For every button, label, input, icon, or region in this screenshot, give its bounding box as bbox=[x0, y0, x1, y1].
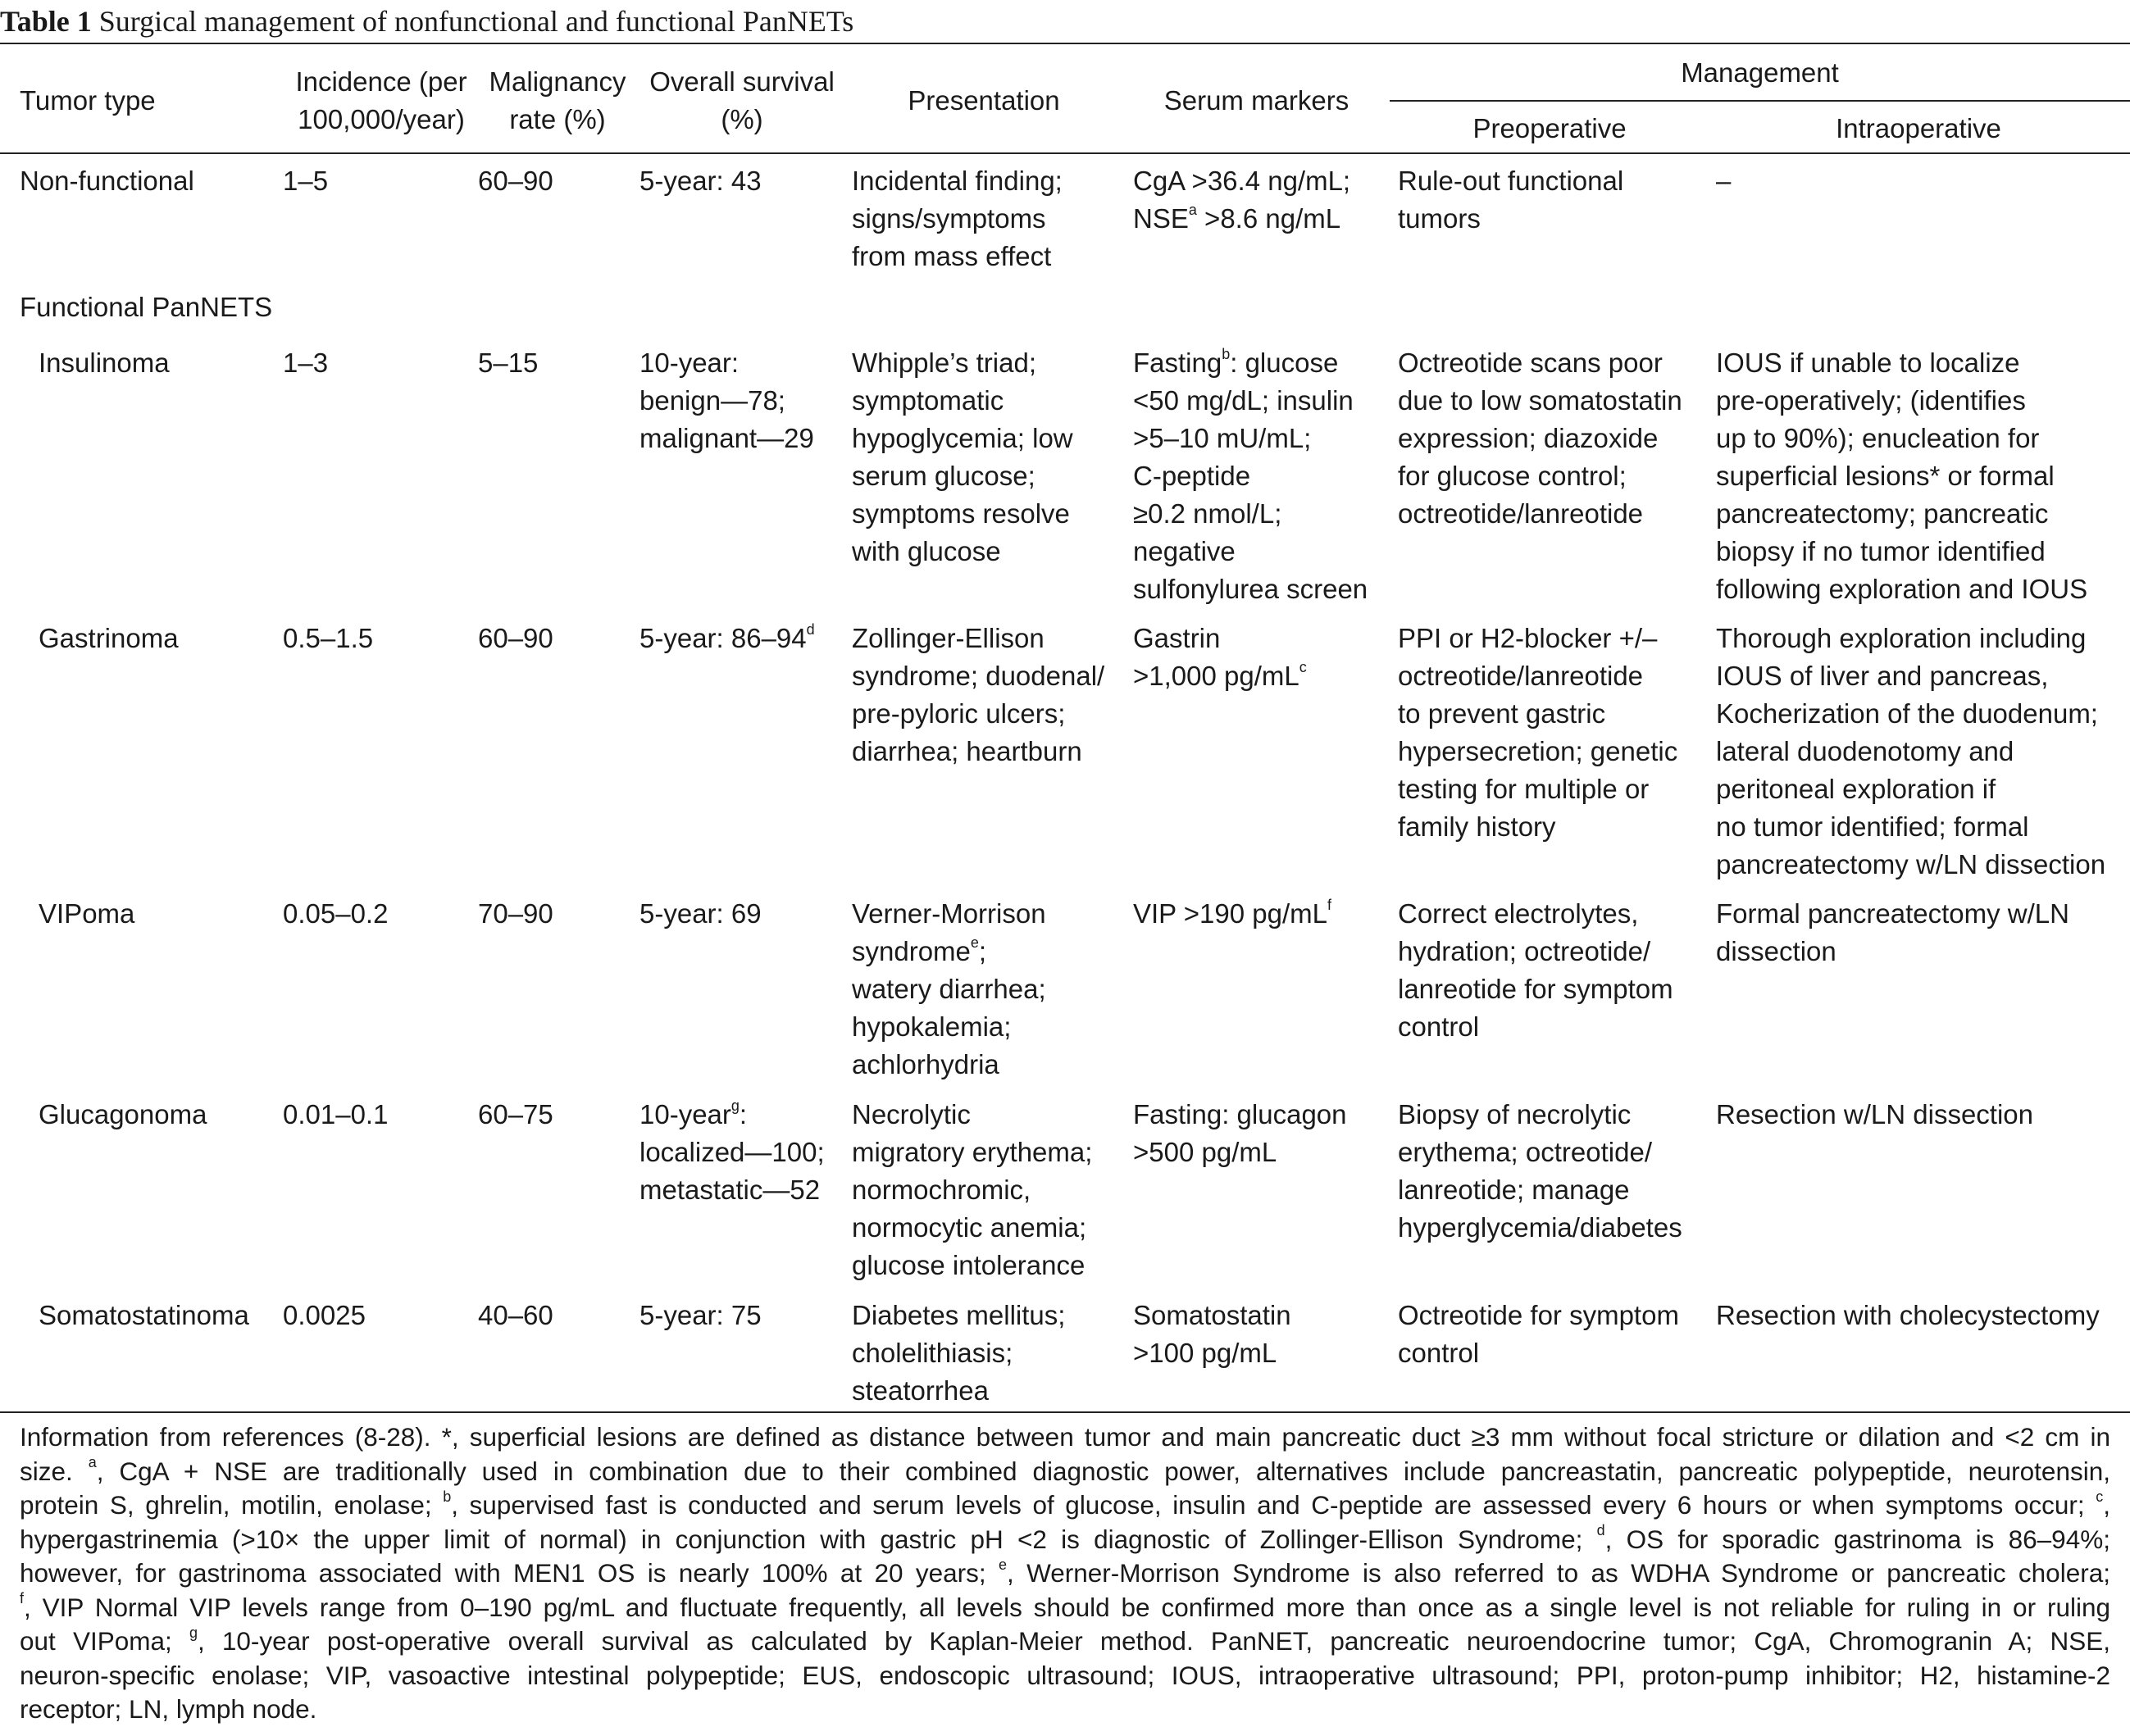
header-presentation: Presentation bbox=[908, 85, 1060, 116]
table-label: Table 1 bbox=[0, 5, 92, 38]
footnote-line: out VIPoma; $^g$, 10-year post-operative overall survival as calculated by Kaplan-Meier method. PanNET, pancreatic neuroendocrine tumor; CgA, Chromogranin A; NSE, bbox=[20, 1624, 2110, 1656]
cell-survival: 5-year: 43 bbox=[639, 166, 762, 196]
footnote-line: $^f$, VIP Normal VIP levels range from 0–190 pg/mL and fluctuate frequently, all levels should be confirmed more than once as a single level is not reliable for ruling in or ruling bbox=[20, 1590, 2110, 1622]
footnote-line: size. $^a$, CgA + NSE are traditionally used in combination due to their combined diagnostic power, alternatives include pancreastatin, pancreatic polypeptide, neurotensin, bbox=[20, 1454, 2110, 1486]
cell-preoperative: Octreotide scans poor due to low somatostatin expression; diazoxide for glucose control; octreotide/lanreotide bbox=[1398, 348, 1682, 529]
cell-malignancy: 60–75 bbox=[478, 1099, 553, 1129]
header-serum-markers: Serum markers bbox=[1163, 85, 1349, 116]
cell-malignancy: 70–90 bbox=[478, 898, 553, 929]
cell-survival: 5-year: 69 bbox=[639, 898, 762, 929]
cell-intraoperative: IOUS if unable to localize pre-operatively; (identifies up to 90%); enucleation for superficial lesions* or formal pancreatectomy; pancreatic biopsy if no tumor identified following exploration and IOUS bbox=[1716, 348, 2088, 604]
cell-preoperative: Octreotide for symptom control bbox=[1398, 1300, 1679, 1368]
group-label: Functional PanNETS bbox=[20, 292, 273, 322]
footnote-line: however, for gastrinoma associated with MEN1 OS is nearly 100% at 20 years; $^e$, Werner-Morrison Syndrome is also referred to as WDHA Syndrome or pancreatic cholera; bbox=[20, 1556, 2110, 1588]
footnote-line: Information from references (8-28). *, superficial lesions are defined as distance between tumor and main pancreatic duct ≥3 mm without focal stricture or dilation and <2 cm in bbox=[20, 1422, 2110, 1452]
cell-intraoperative: Resection with cholecystectomy bbox=[1716, 1300, 2100, 1330]
cell-malignancy: 40–60 bbox=[478, 1300, 553, 1330]
cell-presentation: Diabetes mellitus; cholelithiasis; steatorrhea bbox=[852, 1300, 1066, 1406]
bottom-rule bbox=[0, 1411, 2130, 1413]
footnote-line: receptor; LN, lymph node. bbox=[20, 1694, 317, 1724]
cell-incidence: 0.05–0.2 bbox=[283, 898, 389, 929]
cell-incidence: 0.01–0.1 bbox=[283, 1099, 389, 1129]
cell-serum: Somatostatin >100 pg/mL bbox=[1133, 1300, 1291, 1368]
cell-serum: Gastrin >1,000 $pg/mL^c$ bbox=[1133, 623, 1307, 691]
cell-malignancy: 60–90 bbox=[478, 166, 553, 196]
cell-serum: Fasting: glucagon >500 pg/mL bbox=[1133, 1099, 1347, 1167]
cell-survival: 10-year$^g$: localized—100; metastatic—52 bbox=[639, 1097, 825, 1205]
table-footnote bbox=[20, 1420, 2110, 1727]
cell-preoperative: Rule-out functional tumors bbox=[1398, 166, 1624, 234]
cell-presentation: Zollinger-Ellison syndrome; duodenal/ pre-pyloric ulcers; diarrhea; heartburn bbox=[852, 623, 1105, 766]
cell-presentation: Necrolytic migratory erythema; normochromic, normocytic anemia; glucose intolerance bbox=[852, 1099, 1093, 1280]
cell-preoperative: PPI or H2-blocker +/– octreotide/lanreotide to prevent gastric hypersecretion; genetic testing for multiple or family history bbox=[1398, 623, 1678, 842]
cell-presentation: Verner-Morrison syndrome$^e$; watery diarrhea; hypokalemia; achlorhydria bbox=[852, 898, 1046, 1079]
cell-tumor: Non-functional bbox=[20, 166, 194, 196]
footnote-line: protein S, ghrelin, motilin, enolase; $^b$, supervised fast is conducted and serum levels of glucose, insulin and C-peptide are assessed every 6 hours or when symptoms occur; $^c$, bbox=[20, 1488, 2110, 1520]
cell-serum: CgA >36.4 ng/mL; NSE$^a$ >8.6 ng/mL bbox=[1133, 166, 1351, 234]
header-survival: Overall survival (%) bbox=[649, 66, 835, 134]
management-rule bbox=[1390, 100, 2130, 102]
cell-serum: Fasting$^b$: glucose <50 mg/dL; insulin >5–10 mU/mL; C-peptide ≥0.2 nmol/L; negative sulfonylurea screen bbox=[1133, 346, 1368, 604]
cell-incidence: 1–3 bbox=[283, 348, 329, 378]
header-rule bbox=[0, 152, 2130, 154]
header-management: Management bbox=[1681, 57, 1839, 88]
cell-preoperative: Biopsy of necrolytic erythema; octreotide/ lanreotide; manage hyperglycemia/diabetes bbox=[1398, 1099, 1682, 1243]
cell-intraoperative: – bbox=[1716, 166, 1732, 196]
cell-survival: 5-year: 75 bbox=[639, 1300, 762, 1330]
cell-incidence: 0.0025 bbox=[283, 1300, 366, 1330]
cell-tumor: Somatostatinoma bbox=[39, 1300, 249, 1330]
cell-intraoperative: Formal pancreatectomy w/LN dissection bbox=[1716, 898, 2069, 966]
cell-incidence: 0.5–1.5 bbox=[283, 623, 374, 653]
cell-malignancy: 5–15 bbox=[478, 348, 539, 378]
header-tumor-type: Tumor type bbox=[20, 85, 156, 116]
cell-tumor: Insulinoma bbox=[39, 348, 170, 378]
cell-survival: 10-year: benign—78; malignant—29 bbox=[639, 348, 814, 453]
cell-serum: VIP >190 $pg/mL^f$ bbox=[1133, 897, 1331, 929]
cell-incidence: 1–5 bbox=[283, 166, 329, 196]
cell-presentation: Incidental finding; signs/symptoms from mass effect bbox=[852, 166, 1063, 271]
table-title: Surgical management of nonfunctional and functional PanNETs bbox=[98, 5, 854, 38]
cell-presentation: Whipple’s triad; symptomatic hypoglycemia; low serum glucose; symptoms resolve with glucose bbox=[852, 348, 1073, 566]
header-incidence: Incidence (per 100,000/year) bbox=[295, 66, 467, 134]
cell-malignancy: 60–90 bbox=[478, 623, 553, 653]
table-caption bbox=[0, 3, 853, 39]
cell-intraoperative: Resection w/LN dissection bbox=[1716, 1099, 2034, 1129]
cell-intraoperative: Thorough exploration including IOUS of liver and pancreas, Kocherization of the duodenum; lateral duodenotomy and peritoneal exploration if no tumor identified; formal pancreatectomy w/LN dissection bbox=[1716, 623, 2106, 879]
footnote-line: neuron-specific enolase; VIP, vasoactive intestinal polypeptide; EUS, endoscopic ultrasound; IOUS, intraoperative ultrasound; PPI, proton-pump inhibitor; H2, histamine-2 bbox=[20, 1660, 2110, 1690]
cell-tumor: Gastrinoma bbox=[39, 623, 179, 653]
cell-tumor: VIPoma bbox=[39, 898, 135, 929]
footnote-line: hypergastrinemia (>10× the upper limit of normal) in conjunction with gastric pH <2 is diagnostic of Zollinger-Ellison Syndrome; $^d$, OS for sporadic gastrinoma is 86–94%; bbox=[20, 1522, 2110, 1554]
header-preoperative: Preoperative bbox=[1472, 113, 1627, 143]
cell-tumor: Glucagonoma bbox=[39, 1099, 207, 1129]
cell-survival: 5-year: 86–94$^d$ bbox=[639, 621, 815, 653]
top-rule bbox=[0, 43, 2130, 44]
header-intraoperative: Intraoperative bbox=[1836, 113, 2001, 143]
cell-preoperative: Correct electrolytes, hydration; octreotide/ lanreotide for symptom control bbox=[1398, 898, 1673, 1042]
header-malignancy: Malignancy rate (%) bbox=[489, 66, 626, 134]
